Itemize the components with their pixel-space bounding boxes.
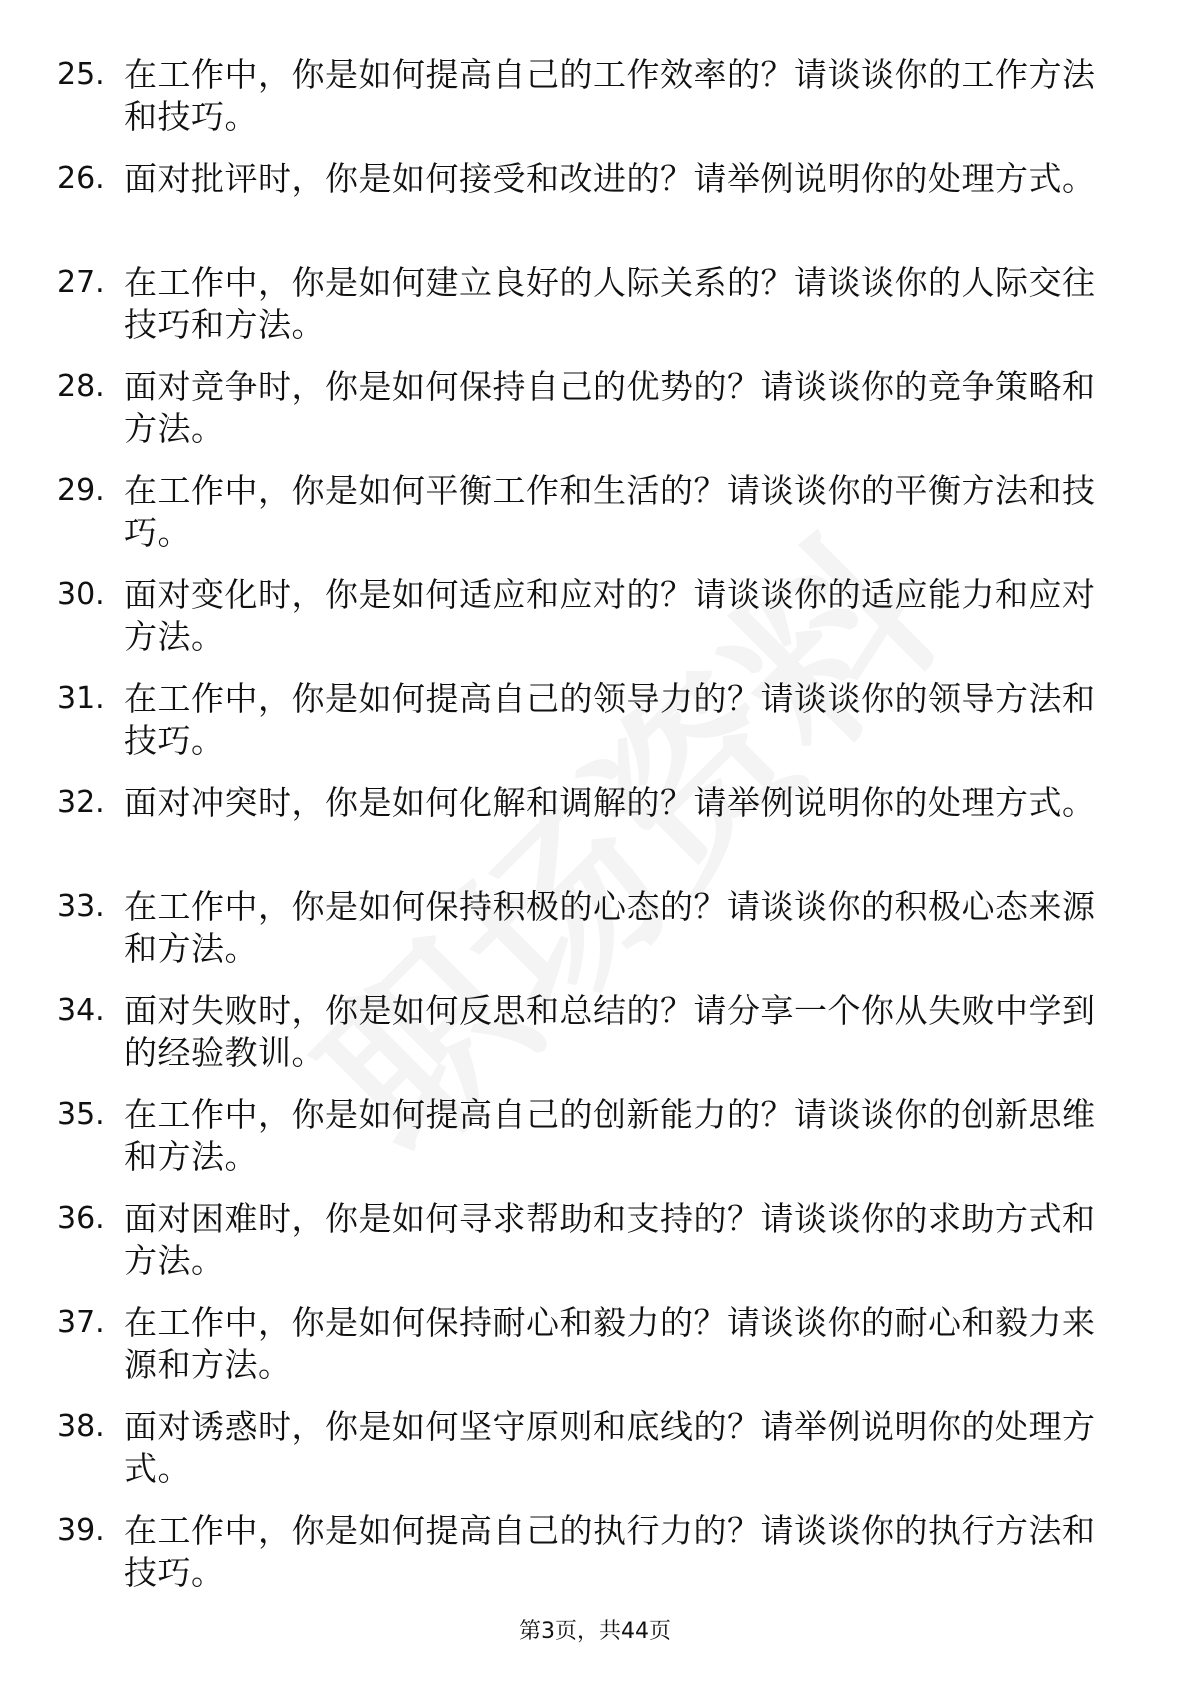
question-number: 33. [57, 889, 105, 924]
question-text: 面对批评时，你是如何接受和改进的？请举例说明你的处理方式。 [124, 159, 1096, 198]
question-number: 38. [57, 1409, 105, 1444]
question-text: 面对失败时，你是如何反思和总结的？请分享一个你从失败中学到的经验教训。 [124, 991, 1096, 1072]
question-text: 在工作中，你是如何提高自己的创新能力的？请谈谈你的创新思维和方法。 [124, 1095, 1096, 1176]
question-number: 29. [57, 473, 105, 508]
question-text: 在工作中，你是如何保持耐心和毅力的？请谈谈你的耐心和毅力来源和方法。 [124, 1303, 1096, 1384]
question-text: 在工作中，你是如何保持积极的心态的？请谈谈你的积极心态来源和方法。 [124, 887, 1096, 968]
question-number: 26. [57, 161, 105, 196]
question-number: 32. [57, 785, 105, 820]
question-number: 30. [57, 577, 105, 612]
question-item [0, 882, 1190, 986]
question-text: 面对诱惑时，你是如何坚守原则和底线的？请举例说明你的处理方式。 [124, 1407, 1096, 1488]
page-footer [0, 1617, 1190, 1647]
question-number: 37. [57, 1305, 105, 1340]
question-item [0, 986, 1190, 1090]
question-text: 在工作中，你是如何建立良好的人际关系的？请谈谈你的人际交往技巧和方法。 [124, 263, 1096, 344]
question-number: 34. [57, 993, 105, 1028]
question-text: 面对变化时，你是如何适应和应对的？请谈谈你的适应能力和应对方法。 [124, 575, 1096, 656]
question-item [0, 1090, 1190, 1194]
question-item [0, 258, 1190, 362]
question-item [0, 50, 1190, 154]
question-text: 面对困难时，你是如何寻求帮助和支持的？请谈谈你的求助方式和方法。 [124, 1199, 1096, 1280]
question-text: 在工作中，你是如何提高自己的执行力的？请谈谈你的执行方法和技巧。 [124, 1511, 1096, 1592]
page-indicator: 第3页，共44页 [519, 1619, 671, 1644]
question-text: 在工作中，你是如何提高自己的领导力的？请谈谈你的领导方法和技巧。 [124, 679, 1096, 760]
question-number: 31. [57, 681, 105, 716]
question-number: 35. [57, 1097, 105, 1132]
question-item [0, 362, 1190, 466]
question-text: 面对竞争时，你是如何保持自己的优势的？请谈谈你的竞争策略和方法。 [124, 367, 1096, 448]
question-item [0, 1506, 1190, 1610]
question-text: 在工作中，你是如何平衡工作和生活的？请谈谈你的平衡方法和技巧。 [124, 471, 1096, 552]
question-item [0, 1194, 1190, 1298]
question-item [0, 778, 1190, 882]
question-number: 39. [57, 1513, 105, 1548]
question-item [0, 1298, 1190, 1402]
question-item [0, 466, 1190, 570]
question-item [0, 674, 1190, 778]
question-number: 25. [57, 57, 105, 92]
question-item [0, 570, 1190, 674]
question-list [0, 50, 1190, 1610]
question-item [0, 1402, 1190, 1506]
question-text: 在工作中，你是如何提高自己的工作效率的？请谈谈你的工作方法和技巧。 [124, 55, 1096, 136]
question-number: 27. [57, 265, 105, 300]
question-number: 36. [57, 1201, 105, 1236]
question-text: 面对冲突时，你是如何化解和调解的？请举例说明你的处理方式。 [124, 783, 1096, 822]
question-item [0, 154, 1190, 258]
question-number: 28. [57, 369, 105, 404]
